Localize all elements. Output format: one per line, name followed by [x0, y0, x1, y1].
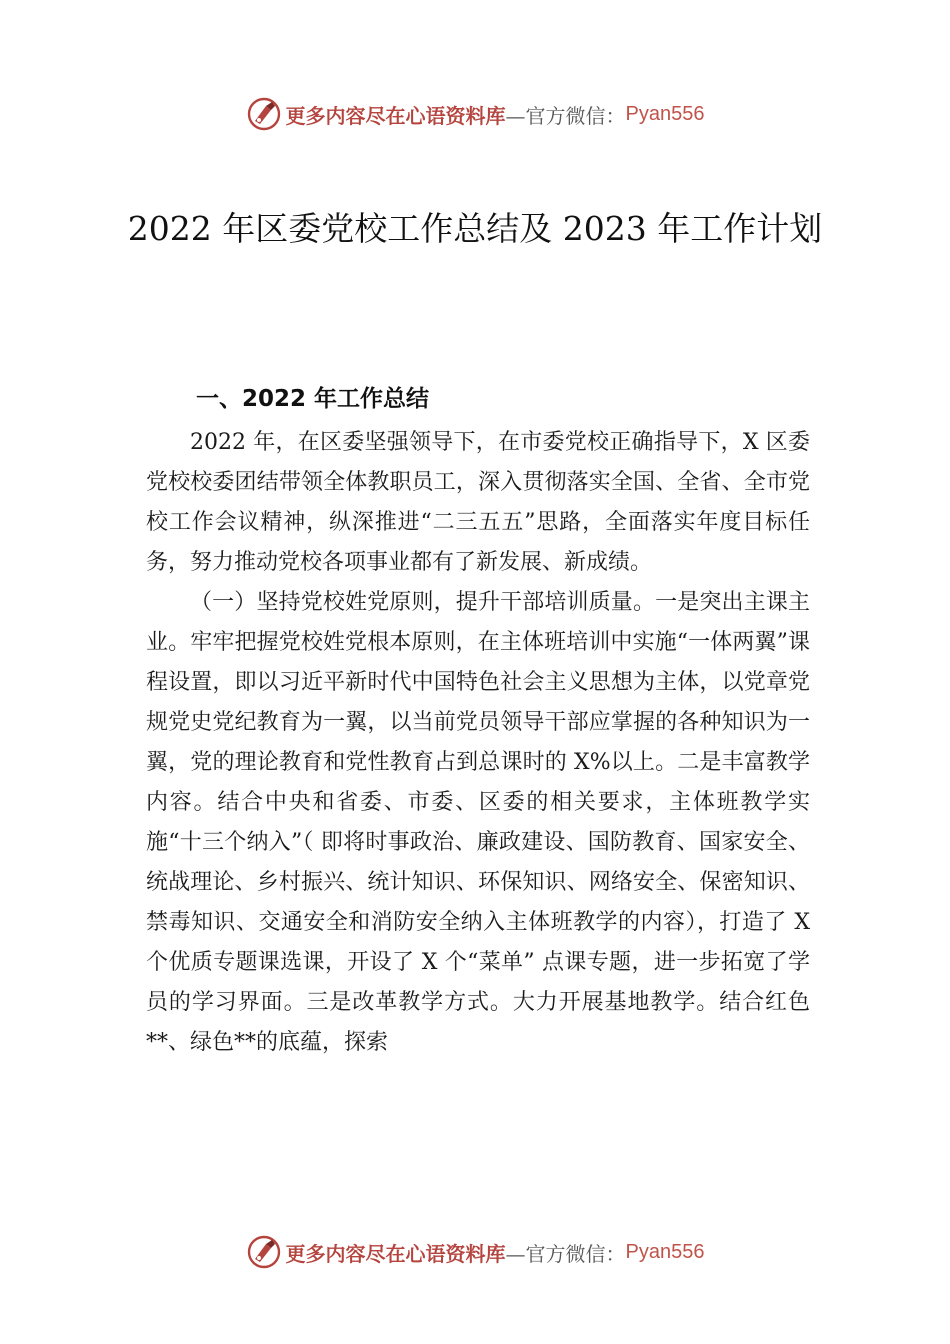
pen-nib-seal-icon: [246, 96, 282, 132]
banner-wechat-id: Pyan556: [625, 102, 705, 125]
banner-wechat-label: —官方微信：: [505, 1241, 626, 1266]
pen-nib-seal-icon: [246, 1234, 282, 1270]
section-heading: 一、2022 年工作总结: [196, 386, 430, 412]
banner-library-text: 更多内容尽在心语资料库: [285, 103, 506, 128]
paragraph: （一）坚持党校姓党原则，提升干部培训质量。一是突出主课主业。牢牢把握党校姓党根本原则，在主体班培训中实施“一体两翼”课程设置，即以习近平新时代中国特色社会主义思想为主体，以党章党规党史党纪教育为一翼，以当前党员领导干部应掌握的各种知识为一翼，党的理论教育和党性教育占到总课时的 X%以上。二是丰富教学内容。结合中央和省委、市委、区委的相关要求，主体班教学实施“十三个纳入”（ 即将时事政治、廉政建设、国防教育、国家安全、统战理论、乡村振兴、统计知识、环保知识、网络安全、保密知识、禁毒知识、交通安全和消防安全纳入主体班教学的内容），打造了 X 个优质专题课选课，开设了 X 个“菜单” 点课专题，进一步拓宽了学员的学习界面。三是改革教学方式。大力开展基地教学。结合红色**、绿色**的底蕴，探索: [146, 590, 810, 1055]
document-body: [146, 423, 810, 1063]
paragraph: 2022 年，在区委坚强领导下，在市委党校正确指导下，X 区委党校校委团结带领全体教职员工，深入贯彻落实全国、全省、全市党校工作会议精神，纵深推进“二三五五”思路，全面落实年度目标任务，努力推动党校各项事业都有了新发展、新成绩。: [146, 430, 810, 575]
banner-wechat-id: Pyan556: [625, 1240, 705, 1263]
header-banner: [0, 96, 950, 132]
banner-wechat-label: —官方微信：: [505, 103, 626, 128]
banner-library-text: 更多内容尽在心语资料库: [285, 1241, 506, 1266]
document-title: 2022 年区委党校工作总结及 2023 年工作计划: [127, 209, 823, 248]
footer-banner: [0, 1234, 950, 1270]
